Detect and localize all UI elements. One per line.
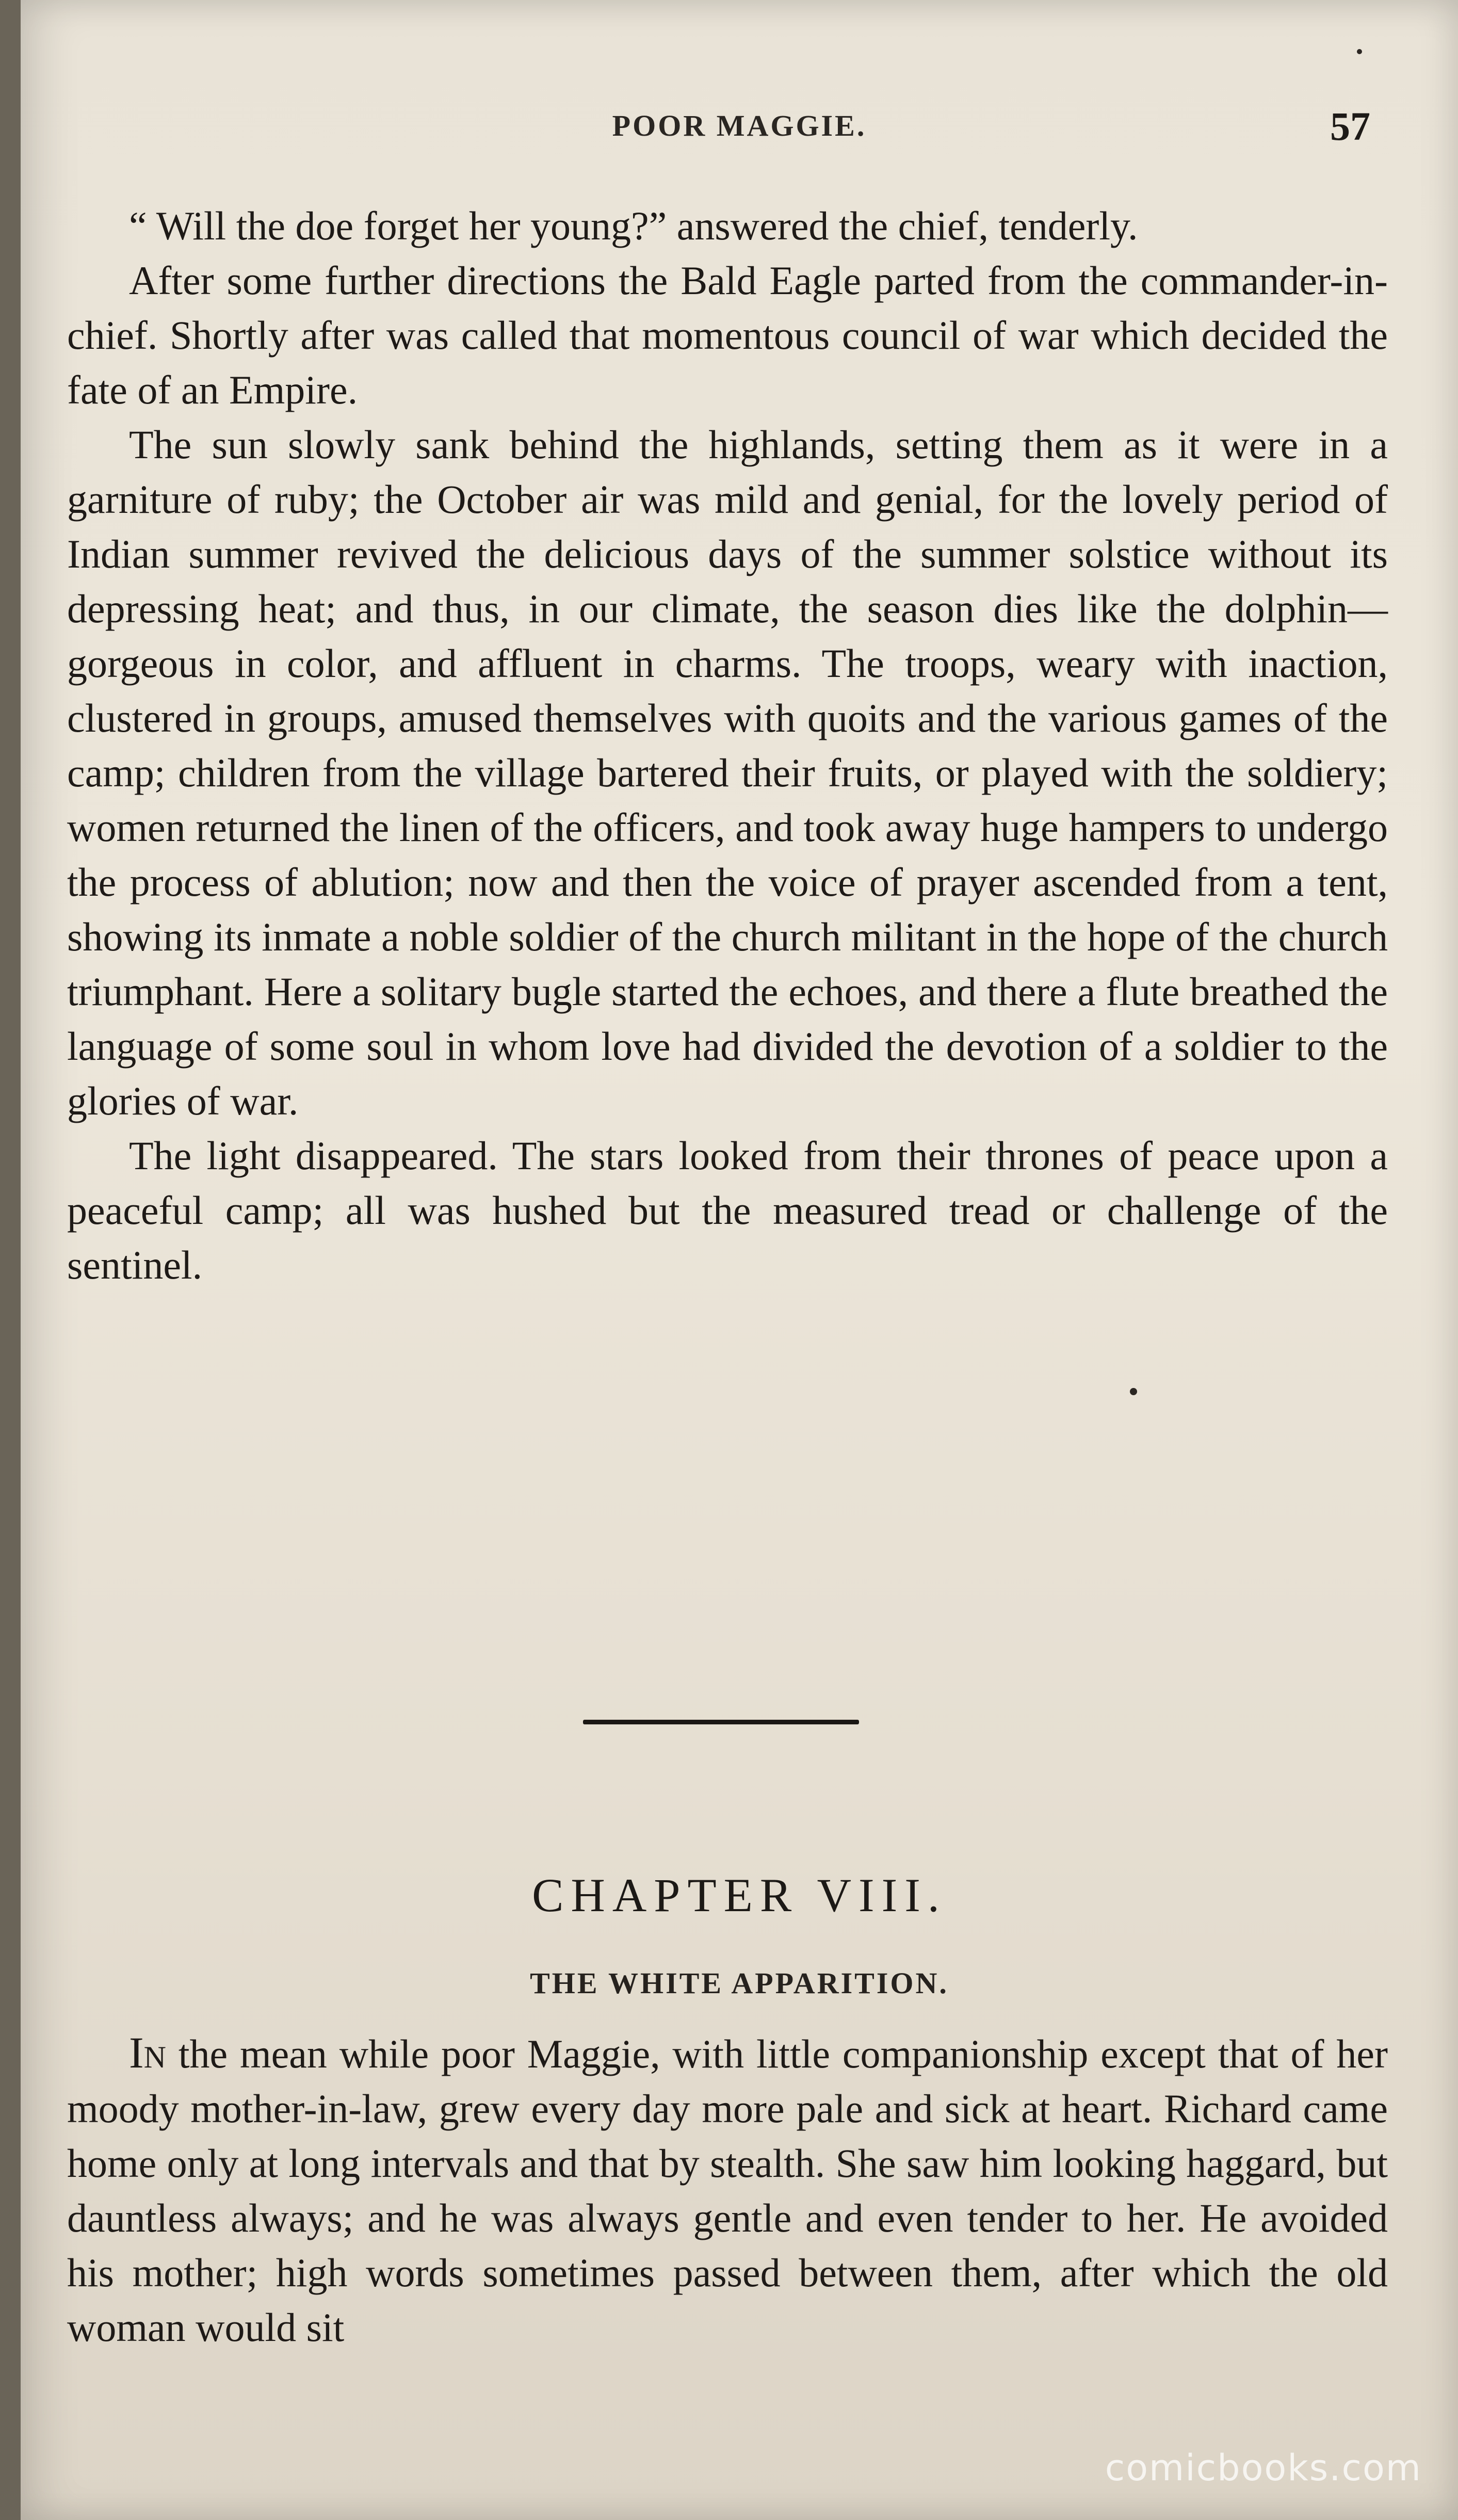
paragraph	[67, 2025, 1388, 2355]
print-speck	[1357, 49, 1362, 54]
dropcap: In	[129, 2028, 166, 2077]
paragraph: After some further directions the Bald Eagle parted from the commander-in-chief. Shortly after was called that momentous council of war which decided the fate of an Empire.	[67, 258, 1388, 412]
paragraph: “ Will the doe forget her young?” answered the chief, tenderly.	[129, 203, 1138, 248]
page-number: 57	[1330, 104, 1370, 149]
paragraph: The light disappeared. The stars looked from their thrones of peace upon a peaceful camp; all was hushed but the measured tread or challenge of the sentinel.	[67, 1133, 1388, 1287]
print-speck	[1130, 1388, 1137, 1395]
section-divider-rule	[583, 1720, 859, 1724]
chapter-title: CHAPTER VIII.	[532, 1869, 947, 1921]
chapter-subtitle: THE WHITE APPARITION.	[530, 1966, 949, 2000]
text-section-2	[67, 2025, 1388, 2355]
paragraph-text: the mean while poor Maggie, with little companionship except that of her moody mother-in-law, grew every day more pale and sick at heart. Richard came home only at long intervals and that by stealth. She saw him looking haggard, but dauntless always; and he was always gentle and even tender to her. He avoided his mother; high words sometimes passed between them, after which the old woman would sit	[67, 2031, 1388, 2350]
text-section-1	[67, 199, 1388, 1293]
paragraph: The sun slowly sank behind the highlands, setting them as it were in a garniture of ruby; the October air was mild and genial, for the lovely period of Indian summer revived the delicious days of the summer solstice without its depressing heat; and thus, in our climate, the season dies like the dolphin—gorgeous in color, and affluent in charms. The troops, weary with inaction, clustered in groups, amused themselves with quoits and the various games of the camp; children from the village bartered their fruits, or played with the soldiery; women returned the linen of the officers, and took away huge hampers to undergo the process of ablution; now and then the voice of prayer ascended from a tent, showing its inmate a noble soldier of the church militant in the hope of the church triumphant. Here a solitary bugle started the echoes, and there a flute breathed the language of some soul in whom love had divided the devotion of a soldier to the glories of war.	[67, 422, 1388, 1123]
running-head: POOR MAGGIE.	[612, 109, 867, 142]
watermark: comicbooks.com	[1105, 2447, 1422, 2489]
book-page	[21, 0, 1458, 2520]
